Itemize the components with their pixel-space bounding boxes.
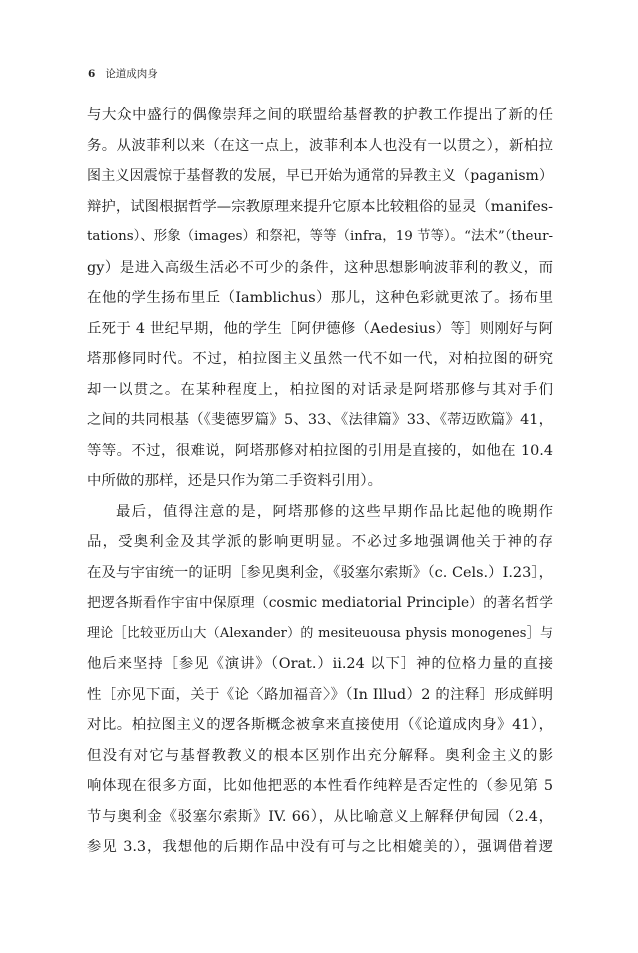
text-line: 与大众中盛行的偶像崇拜之间的联盟给基督教的护教工作提出了新的任: [87, 107, 553, 123]
text-line: 性［亦见下面，关于《论〈路加福音〉》（In Illud）2 的注释］形成鲜明: [87, 686, 553, 703]
text-line: 塔那修同时代。不过，柏拉图主义虽然一代不如一代，对柏拉图的研究: [87, 351, 553, 367]
text-line: 等等。不过，很难说，阿塔那修对柏拉图的引用是直接的，如他在 10.4: [87, 442, 553, 459]
text-line: 对比。柏拉图主义的逻各斯概念被拿来直接使用（《论道成肉身》41），: [87, 717, 553, 733]
text-line: gy）是进入高级生活必不可少的条件，这种思想影响波菲利的教义，而: [87, 259, 553, 276]
text-line: 辩护，试图根据哲学—宗教原理来提升它原本比较粗俗的显灵（manifes-: [87, 198, 553, 215]
body-text: [87, 100, 553, 863]
text-line: 丘死于 4 世纪早期，他的学生［阿伊德修（Aedesius）等］则刚好与阿: [87, 320, 553, 337]
text-line: 在及与宇宙统一的证明［参见奥利金，《驳塞尔索斯》（c. Cels.）I.23］，: [87, 564, 553, 581]
page-number: 6: [88, 68, 96, 80]
text-line: 但没有对它与基督教教义的根本区别作出充分解释。奥利金主义的影: [87, 747, 553, 764]
text-line: 响体现在很多方面，比如他把恶的本性看作纯粹是否定性的（参见第 5: [87, 778, 553, 794]
text-line: 在他的学生扬布里丘（Iamblichus）那儿，这种色彩就更浓了。扬布里: [87, 290, 553, 306]
text-line: 把逻各斯看作宇宙中保原理（cosmic mediatorial Principle）的著名哲学: [87, 595, 553, 611]
text-line: 却一以贯之。在某种程度上，柏拉图的对话录是阿塔那修与其对手们: [87, 381, 553, 398]
running-header: [88, 66, 158, 81]
text-line: 他后来坚持［参见《演讲》（Orat.）ii.24 以下］神的位格力量的直接: [87, 656, 553, 672]
text-line: 节与奥利金《驳塞尔索斯》IV. 66），从比喻意义上解释伊甸园（2.4，: [87, 808, 553, 825]
text-line: 参见 3.3，我想他的后期作品中没有可与之比相媲美的），强调借着逻: [87, 839, 553, 855]
text-line: tations）、形象（images）和祭祀，等等（infra，19 节等）。“法术”（theur-: [87, 229, 553, 244]
text-line: 图主义因震惊于基督教的发展，早已开始为通常的异教主义（paganism）: [87, 168, 553, 184]
paragraph: [87, 497, 553, 863]
paragraph: [87, 100, 553, 497]
text-line: 务。从波菲利以来（在这一点上，波菲利本人也没有一以贯之），新柏拉: [87, 137, 553, 154]
text-line: 理论［比较亚历山大（Alexander）的 mesiteuousa physis monogenes］与: [87, 625, 553, 641]
text-line: 品，受奥利金及其学派的影响更明显。不必过多地强调他关于神的存: [87, 534, 553, 550]
text-line: 中所做的那样，还是只作为第二手资料引用）。: [87, 473, 383, 489]
text-line: 最后，值得注意的是，阿塔那修的这些早期作品比起他的晚期作: [116, 503, 553, 520]
running-title: 论道成肉身: [105, 68, 158, 80]
text-line: 之间的共同根基（《斐德罗篇》5、33、《法律篇》33、《蒂迈欧篇》41，: [87, 412, 553, 428]
